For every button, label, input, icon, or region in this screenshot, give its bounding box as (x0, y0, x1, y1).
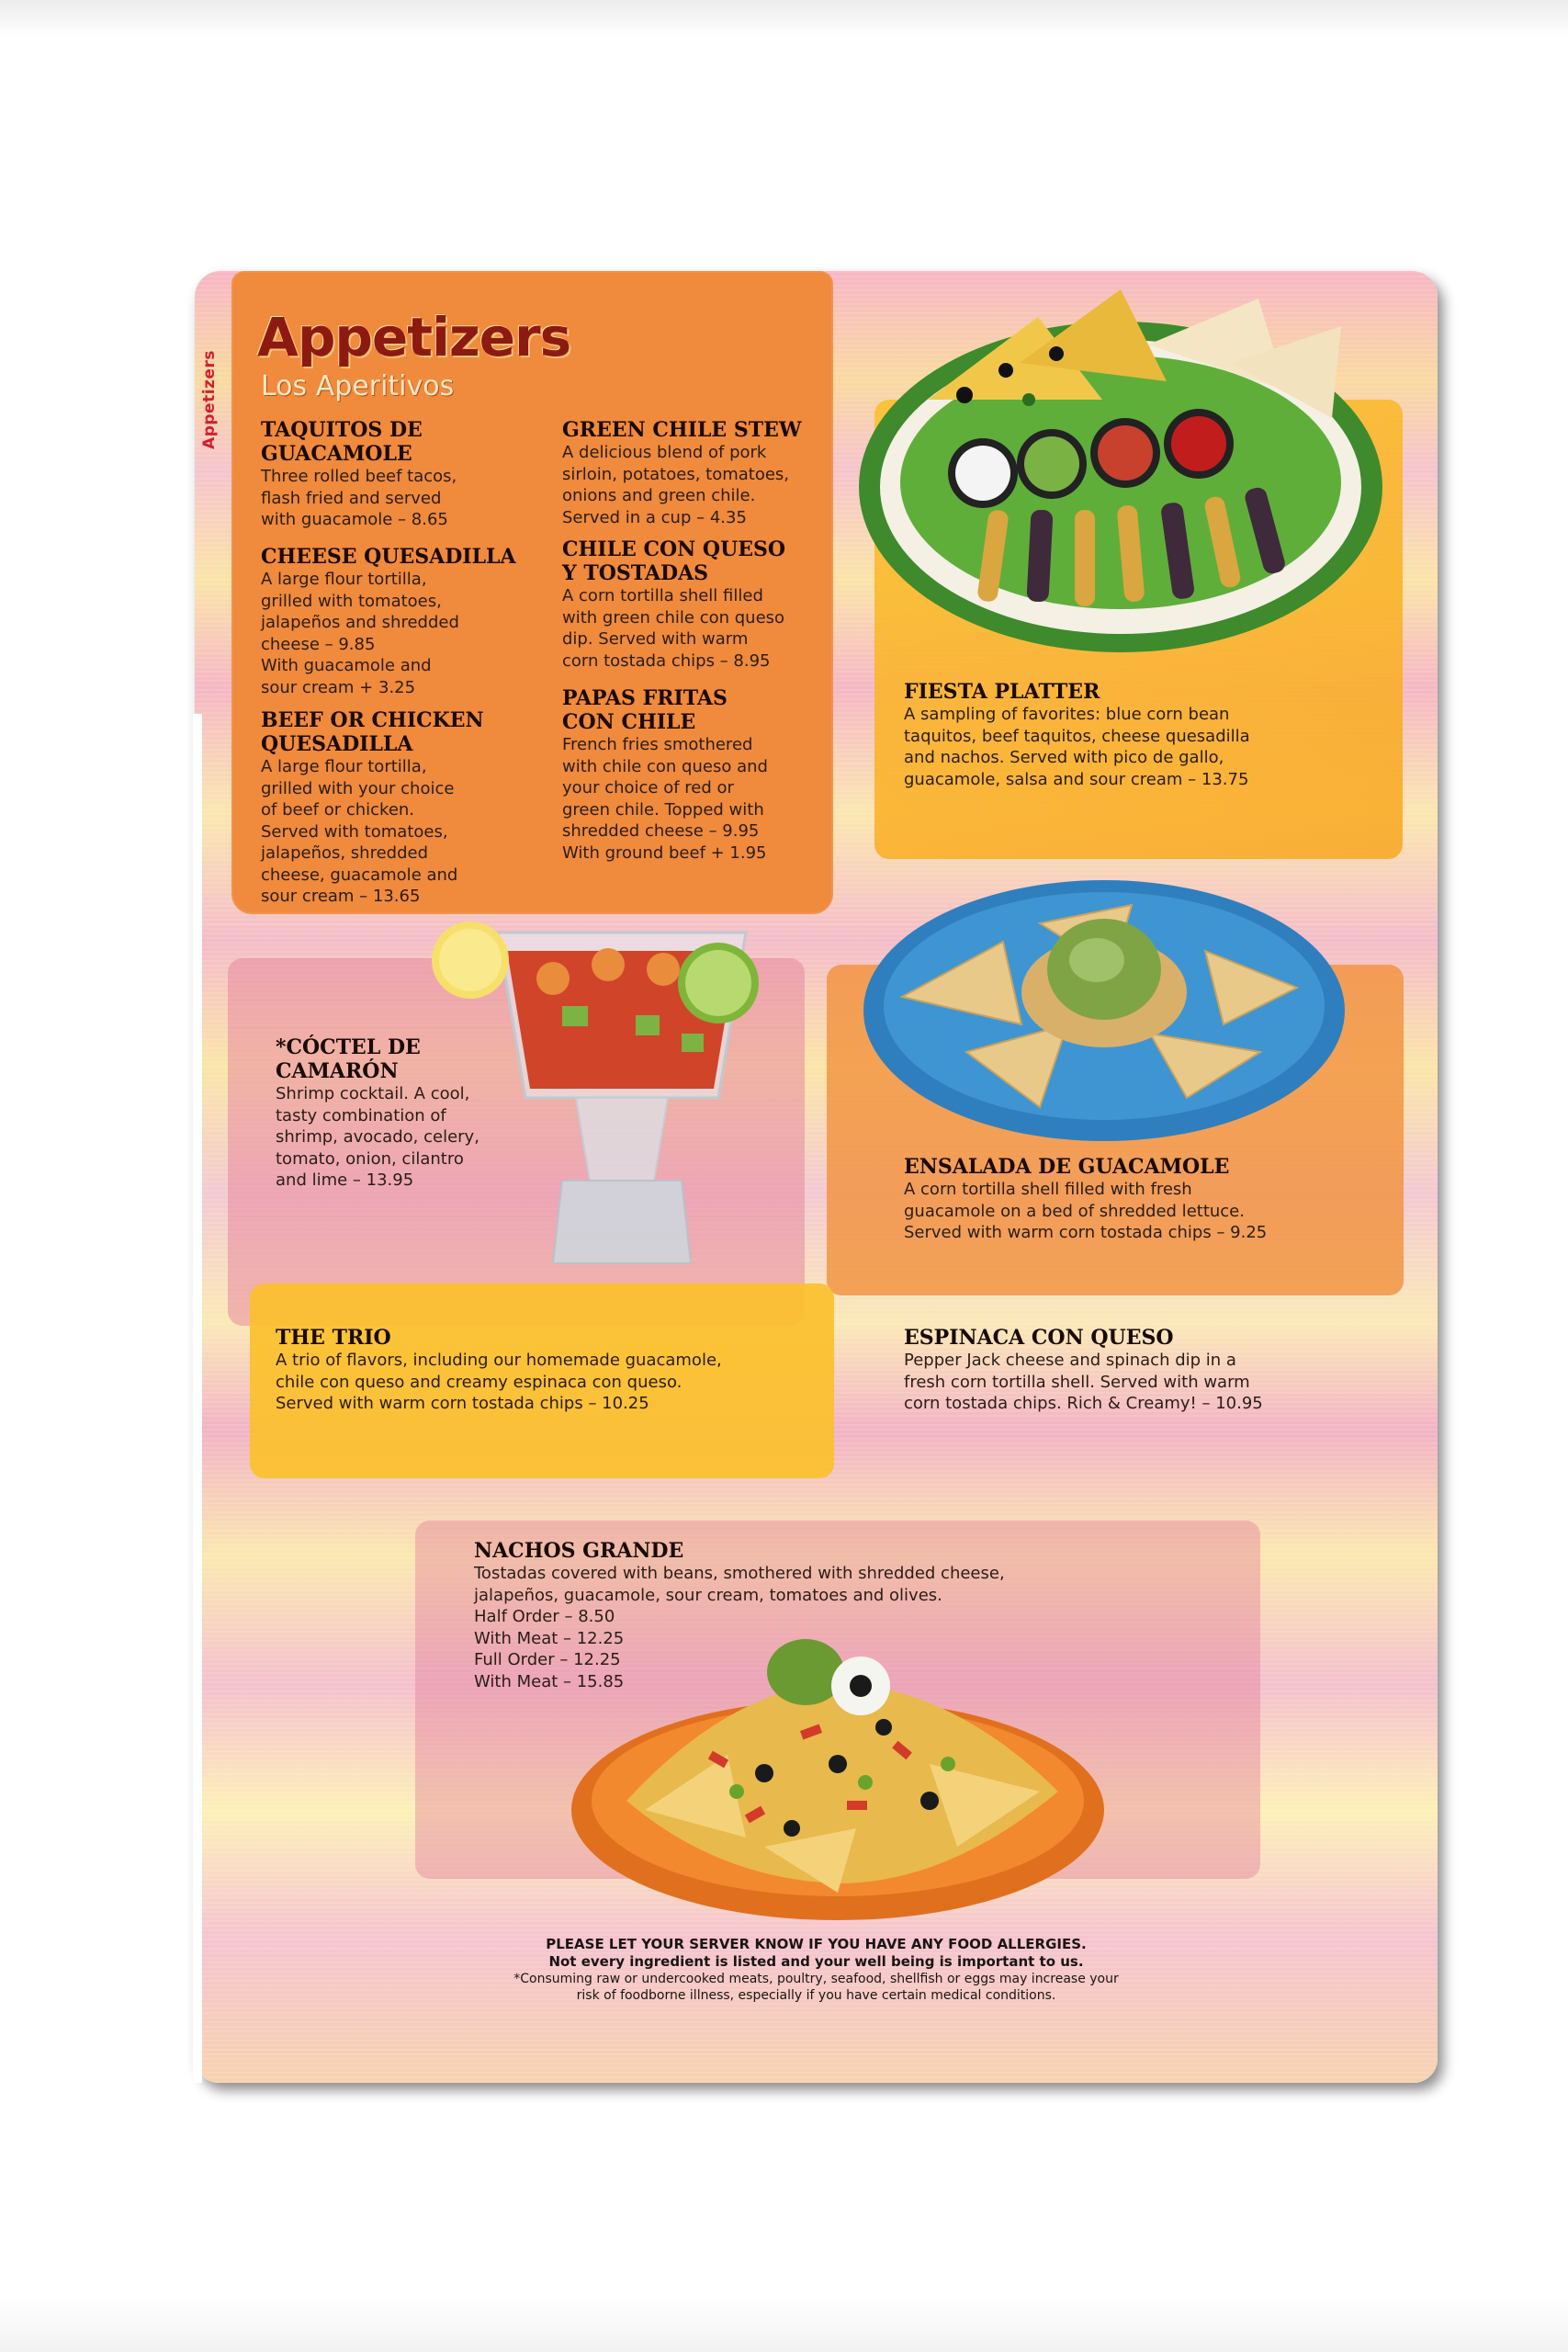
item-name: NACHOS GRANDE (474, 1539, 684, 1563)
page-title: Appetizers (257, 306, 571, 368)
menu-item-trio (276, 1326, 827, 1415)
allergy-line-1: PLEASE LET YOUR SERVER KNOW IF YOU HAVE ANY FOOD ALLERGIES. (546, 1936, 1087, 1952)
item-description: A large flour tortilla, grilled with tomatoes, jalapeños and shredded cheese – 9.85 With guacamole and sour cream + 3.25 (261, 570, 459, 697)
item-description: French fries smothered with chile con queso and your choice of red or green chile. Topped with shredded cheese – 9.95 With ground beef + 1.95 (562, 735, 768, 863)
menu-item-ensalada (904, 1155, 1382, 1244)
item-name: THE TRIO (276, 1326, 391, 1350)
ensalada-image (856, 868, 1352, 1144)
page-subtitle: Los Aperitivos (261, 370, 455, 402)
item-name: CHEESE QUESADILLA (261, 545, 516, 569)
allergy-notice (195, 1936, 1438, 2004)
item-description: Pepper Jack cheese and spinach dip in a fresh corn tortilla shell. Served with warm corn tostada chips. Rich & Creamy! – 10.95 (904, 1351, 1263, 1413)
nachos-image (562, 1617, 1113, 1929)
consumption-warning-2: risk of foodborne illness, especially if you have certain medical conditions. (576, 1988, 1056, 2003)
menu-item-cheese-quesadilla (261, 545, 536, 698)
menu-item-green-chile-stew (562, 418, 838, 528)
fiesta-platter-image (845, 262, 1396, 675)
item-name: ESPINACA CON QUESO (904, 1326, 1174, 1350)
item-name: GREEN CHILE STEW (562, 418, 802, 442)
item-name: FIESTA PLATTER (904, 680, 1100, 704)
item-description: Three rolled beef tacos, flash fried and served with guacamole – 8.65 (261, 467, 457, 529)
item-description: Tostadas covered with beans, smothered with shredded cheese, jalapeños, guacamole, sour cream, tomatoes and olives. Half Order – 8.50 With Meat – 12.25 Full Order – 12.25 With Meat – 15.85 (474, 1564, 1005, 1691)
item-name: CHILE CON QUESO Y TOSTADAS (562, 537, 786, 585)
menu-item-fiesta-platter (904, 680, 1382, 790)
item-name: PAPAS FRITAS CON CHILE (562, 686, 728, 734)
side-tab-label: Appetizers (200, 350, 219, 449)
item-name: BEEF OR CHICKEN QUESADILLA (261, 708, 484, 756)
menu-item-espinaca (904, 1326, 1382, 1415)
item-description: A large flour tortilla, grilled with your choice of beef or chicken. Served with tomatoes, jalapeños, shredded cheese, guacamole and sour cream – 13.65 (261, 757, 458, 906)
item-description: A corn tortilla shell filled with green chile con queso dip. Served with warm corn tostada chips – 8.95 (562, 586, 785, 671)
item-description: A delicious blend of pork sirloin, potatoes, tomatoes, onions and green chile. Served in a cup – 4.35 (562, 443, 790, 527)
allergy-line-2: Not every ingredient is listed and your well being is important to us. (548, 1953, 1084, 1970)
item-description: A corn tortilla shell filled with fresh guacamole on a bed of shredded lettuce. Served with warm corn tostada chips – 9.25 (904, 1180, 1268, 1242)
menu-item-taquitos (261, 418, 536, 531)
consumption-warning-1: *Consuming raw or undercooked meats, poultry, seafood, shellfish or eggs may increase your (513, 1972, 1119, 1986)
tab-edge (193, 714, 202, 2083)
item-name: ENSALADA DE GUACAMOLE (904, 1155, 1230, 1179)
item-name: TAQUITOS DE GUACAMOLE (261, 418, 423, 466)
item-description: A sampling of favorites: blue corn bean taquitos, beef taquitos, cheese quesadilla and nachos. Served with pico de gallo, guacamole, salsa and sour cream – 13.75 (904, 705, 1250, 789)
menu-item-chile-con-queso (562, 537, 838, 672)
menu-item-coctel (276, 1035, 551, 1192)
item-description: A trio of flavors, including our homemade guacamole, chile con queso and creamy espinaca con queso. Served with warm corn tostada chips – 10.25 (276, 1351, 722, 1413)
menu-item-papas-fritas (562, 686, 838, 864)
item-name: *CÓCTEL DE CAMARÓN (276, 1035, 421, 1083)
menu-page (195, 271, 1438, 2083)
item-description: Shrimp cocktail. A cool, tasty combination of shrimp, avocado, celery, tomato, onion, cilantro and lime – 13.95 (276, 1084, 479, 1190)
